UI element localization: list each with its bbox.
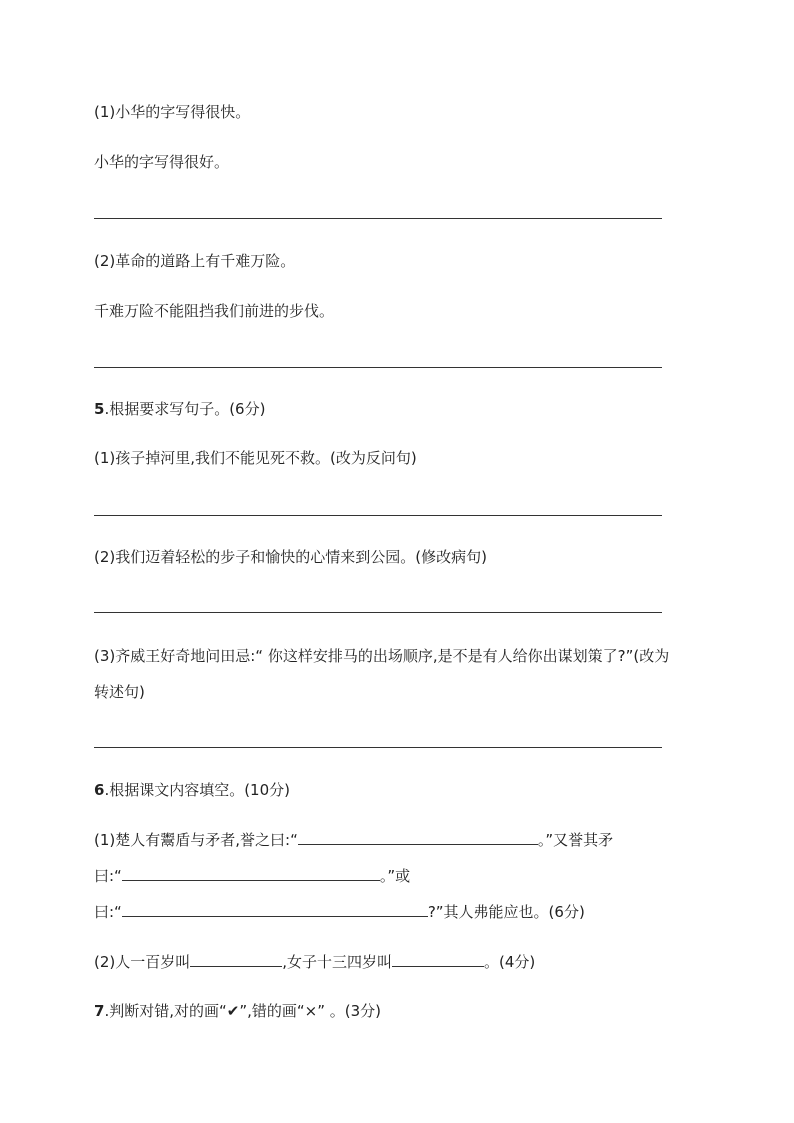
q4-item1-original: (1)小华的字写得很快。	[94, 103, 251, 121]
q6-item1-suffix: 。”又誉其矛	[537, 831, 614, 849]
q6-item1-prefix3: 曰:“	[94, 903, 122, 921]
q6-item1-suffix3: ?”其人弗能应也。(6分)	[427, 903, 585, 921]
fill-blank[interactable]	[392, 952, 484, 967]
answer-line[interactable]	[94, 218, 662, 219]
q6-item1-line3	[94, 902, 585, 922]
answer-line[interactable]	[94, 612, 662, 613]
q5-item1: (1)孩子掉河里,我们不能见死不救。(改为反问句)	[94, 449, 417, 467]
q6-title: .根据课文内容填空。(10分)	[104, 781, 290, 799]
answer-line[interactable]	[94, 515, 662, 516]
fill-blank[interactable]	[122, 902, 428, 917]
q6-heading	[94, 780, 290, 800]
q6-item1-suffix2: 。”或	[379, 867, 411, 885]
q5-title: .根据要求写句子。(6分)	[104, 400, 266, 418]
q4-item2-original: (2)革命的道路上有千难万险。	[94, 252, 296, 270]
q6-item2-mid: ,女子十三四岁叫	[282, 953, 393, 971]
q4-item2-sentence: 千难万险不能阻挡我们前进的步伐。	[94, 302, 335, 320]
q7-heading	[94, 1001, 381, 1021]
q5-item3-line1: (3)齐威王好奇地问田忌:“ 你这样安排马的出场顺序,是不是有人给你出谋划策了?”(改为	[94, 647, 670, 665]
fill-blank[interactable]	[122, 866, 380, 881]
q6-item2	[94, 952, 535, 972]
q6-item1-prefix2: 曰:“	[94, 867, 122, 885]
q5-item3-line2: 转述句)	[94, 683, 145, 701]
q5-heading	[94, 399, 265, 419]
q5-number: 5	[94, 400, 105, 418]
answer-line[interactable]	[94, 367, 662, 368]
q7-title: .判断对错,对的画“✔”,错的画“×” 。(3分)	[104, 1002, 381, 1020]
fill-blank[interactable]	[190, 952, 282, 967]
q6-number: 6	[94, 781, 105, 799]
q6-item1-line1	[94, 830, 613, 850]
q7-number: 7	[94, 1002, 105, 1020]
q6-item1-line2	[94, 866, 410, 886]
q6-item1-prefix: (1)楚人有鬻盾与矛者,誉之曰:“	[94, 831, 298, 849]
answer-line[interactable]	[94, 747, 662, 748]
fill-blank[interactable]	[298, 830, 538, 845]
q6-item2-suffix: 。(4分)	[484, 953, 536, 971]
q6-item2-prefix: (2)人一百岁叫	[94, 953, 191, 971]
q4-item1-sentence: 小华的字写得很好。	[94, 153, 230, 171]
q5-item2: (2)我们迈着轻松的步子和愉快的心情来到公园。(修改病句)	[94, 548, 487, 566]
